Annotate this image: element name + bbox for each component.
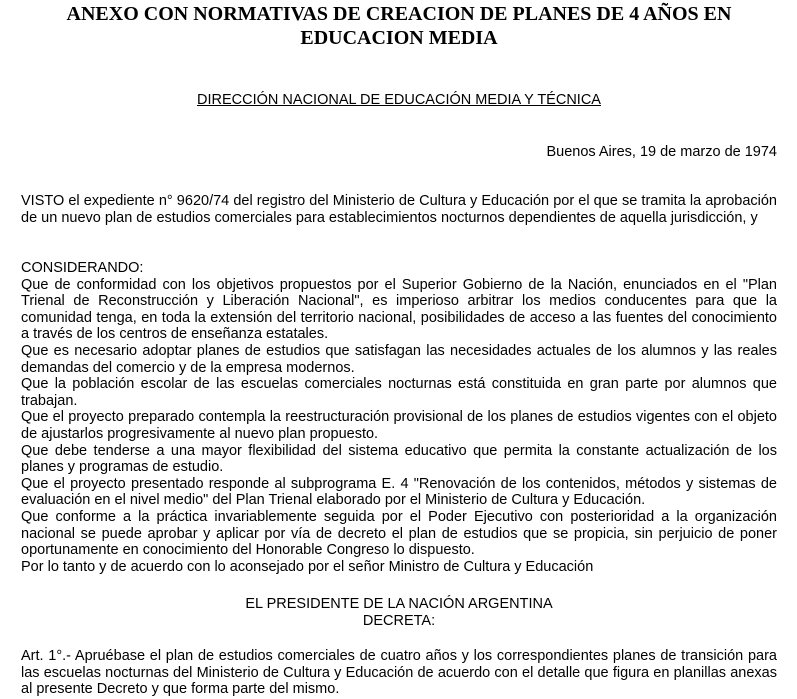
decree-header xyxy=(21,596,777,629)
considerando-item: Por lo tanto y de acuerdo con lo aconsejado por el señor Ministro de Cultura y Educación xyxy=(21,558,594,575)
document-date: Buenos Aires, 19 de marzo de 1974 xyxy=(546,144,777,160)
considerando-item: Que el proyecto presentado responde al subprograma E. 4 "Renovación de los contenidos, métodos y sistemas de evaluación en el nivel medio" del Plan Trienal elaborado por el Ministerio de Cultura y Educación. xyxy=(21,475,777,509)
considerando-item: Que de conformidad con los objetivos propuestos por el Superior Gobierno de la Nación, enunciados en el "Plan Trienal de Reconstrucción y Liberación Nacional", es imperioso arbitrar los medios conducentes para que la comunidad tenga, en toda la extensión del territorio nacional, posibilidades de acceso a las fuentes del conocimiento a través de los centros de enseñanza estatales. xyxy=(21,276,777,343)
considerando-item: Que es necesario adoptar planes de estudios que satisfagan las necesidades actuales de los alumnos y las reales demandas del comercio y de la empresa modernos. xyxy=(21,342,777,376)
article-1-paragraph: Art. 1°.- Apruébase el plan de estudios comerciales de cuatro años y los correspondientes planes de transición para las escuelas nocturnas del Ministerio de Cultura y Educación de acuerdo con el detalle que figura en planillas anexas al presente Decreto y que forma parte del mismo. xyxy=(21,648,777,698)
title-line-2: EDUCACION MEDIA xyxy=(300,27,498,49)
document-title xyxy=(21,0,777,50)
president-line: EL PRESIDENTE DE LA NACIÓN ARGENTINA xyxy=(245,596,553,612)
considerando-item: Que la población escolar de las escuelas comerciales nocturnas está constituida en gran parte por alumnos que trabajan. xyxy=(21,376,777,409)
decreta-line: DECRETA: xyxy=(362,612,436,629)
department-subtitle: DIRECCIÓN NACIONAL DE EDUCACIÓN MEDIA Y TÉCNICA xyxy=(197,92,601,108)
considerando-heading: CONSIDERANDO: xyxy=(21,260,144,276)
title-line-1: ANEXO CON NORMATIVAS DE CREACION DE PLANES DE 4 AÑOS EN xyxy=(66,3,732,25)
considerando-item: Que debe tenderse a una mayor flexibilidad del sistema educativo que permita la constante actualización de los planes y programas de estudio. xyxy=(21,442,777,476)
document-body xyxy=(21,0,777,698)
considerando-item: Que el proyecto preparado contempla la reestructuración provisional de los planes de estudios vigentes con el objeto de ajustarlos progresivamente al nuevo plan propuesto. xyxy=(21,409,777,442)
considerando-section xyxy=(21,260,777,575)
considerando-item: Que conforme a la práctica invariablemente seguida por el Poder Ejecutivo con posterioridad a la organización nacional se puede aprobar y aplicar por vía de decreto el plan de estudios que se propicia, sin perjuicio de poner oportunamente en conocimiento del Honorable Congreso lo dispuesto. xyxy=(21,508,777,559)
visto-paragraph: VISTO el expediente n° 9620/74 del registro del Ministerio de Cultura y Educación por el que se tramita la aprobación de un nuevo plan de estudios comerciales para establecimientos nocturnos dependientes de aquella jurisdicción, y xyxy=(21,193,777,226)
